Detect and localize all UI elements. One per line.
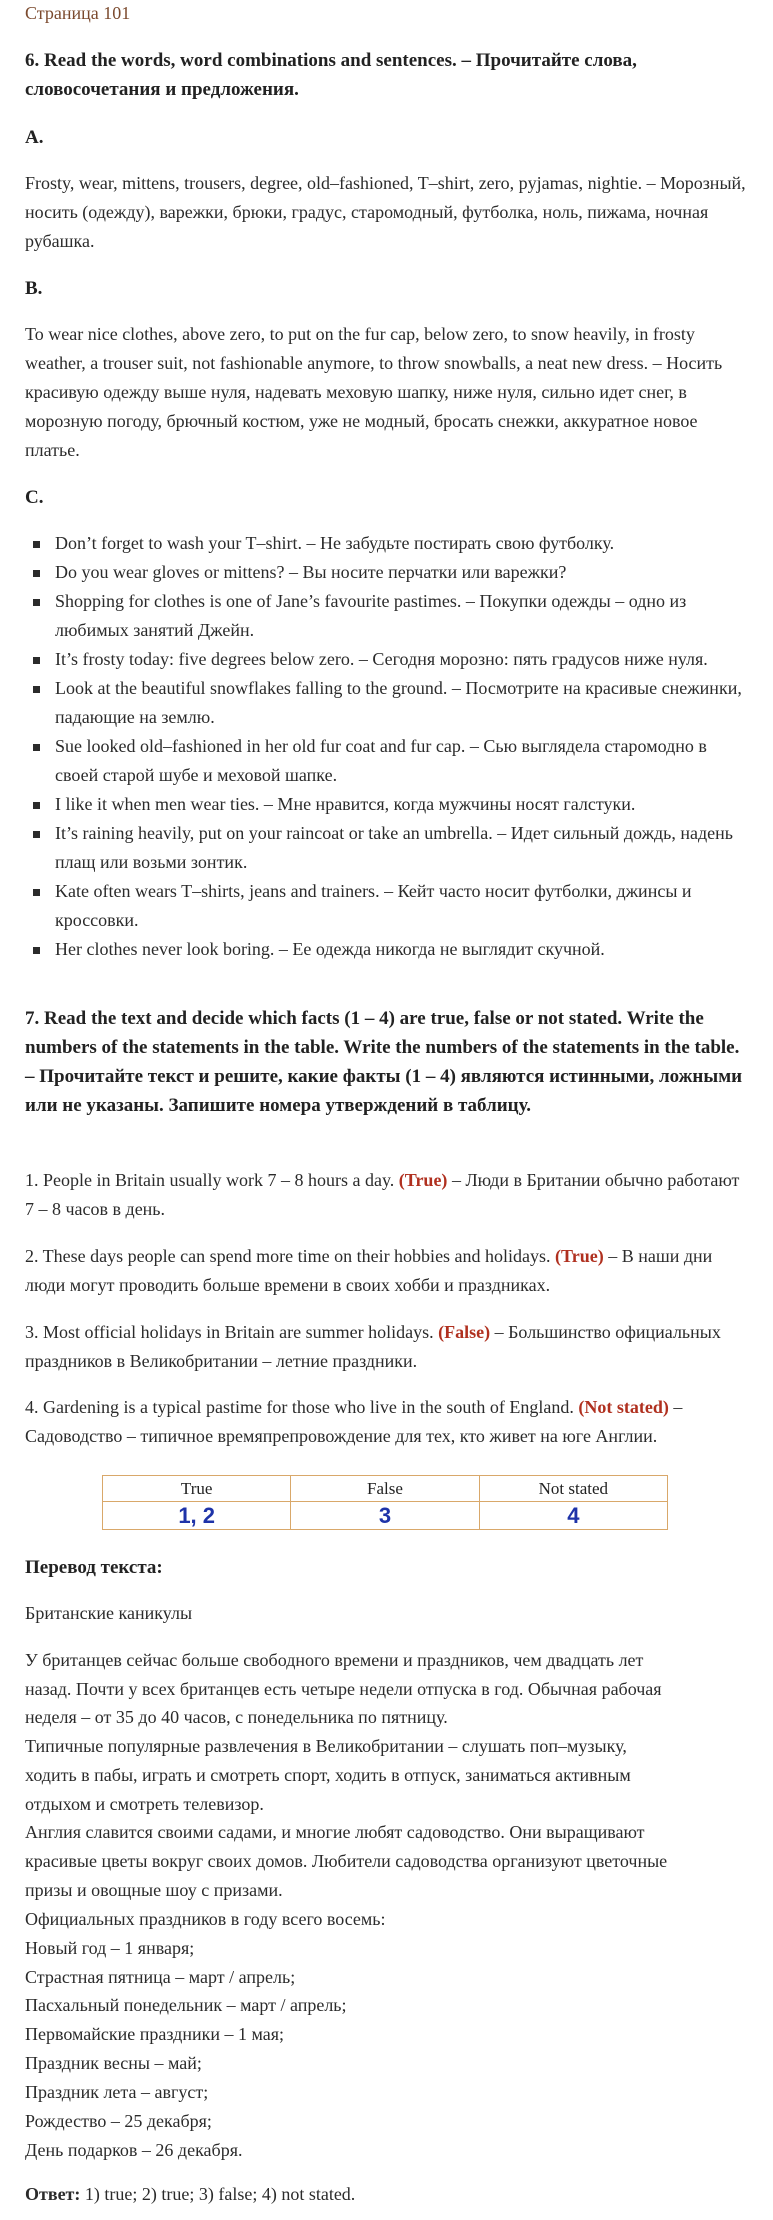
answer-table-header: Not stated <box>479 1476 667 1502</box>
translation-line: Официальных праздников в году всего восемь: <box>25 1909 386 1929</box>
task6-a-text: Frosty, wear, mittens, trousers, degree, old–fashioned, T–shirt, zero, pyjamas, nightie. – Морозный, носить (одежду), варежки, брюки, градус, старомодный, футболка, ноль, пижама, ночная рубашка. <box>25 173 746 251</box>
list-item: Do you wear gloves or mittens? – Вы носите перчатки или варежки? <box>25 558 747 587</box>
list-item: Sue looked old–fashioned in her old fur coat and fur cap. – Сью выглядела старомодно в своей старой шубе и меховой шапке. <box>25 732 747 790</box>
page-number: Страница 101 <box>25 3 131 23</box>
task6-b-label: B. <box>25 278 43 299</box>
translation-line: назад. Почти у всех британцев есть четыре недели отпуска в год. Обычная рабочая <box>25 1679 662 1699</box>
translation-line: Страстная пятница – март / апрель; <box>25 1967 296 1987</box>
task6-c-list <box>25 529 747 964</box>
translation-line: Англия славится своими садами, и многие любят садоводство. Они выращивают <box>25 1822 645 1842</box>
answer-line <box>25 2180 355 2209</box>
answer-text: 1) true; 2) true; 3) false; 4) not stated. <box>80 2184 356 2204</box>
statement-ru: – Большинство официальных праздников в Великобритании – летние праздники. <box>25 1322 721 1371</box>
translation-line: ходить в пабы, играть и смотреть спорт, ходить в отпуск, заниматься активным <box>25 1765 631 1785</box>
task6-heading: 6. Read the words, word combinations and sentences. – Прочитайте слова, словосочетания и предложения. <box>25 50 637 100</box>
list-item: Her clothes never look boring. – Ее одежда никогда не выглядит скучной. <box>25 935 747 964</box>
statement-ru: – В наши дни люди могут проводить больше времени в своих хобби и праздниках. <box>25 1246 713 1295</box>
list-item: Look at the beautiful snowflakes falling to the ground. – Посмотрите на красивые снежинки, падающие на землю. <box>25 674 747 732</box>
answer-table-cell: 3 <box>291 1502 479 1530</box>
answer-table-header: False <box>291 1476 479 1502</box>
translation-line: Пасхальный понедельник – март / апрель; <box>25 1995 347 2015</box>
translation-line: Рождество – 25 декабря; <box>25 2111 212 2131</box>
statement-3 <box>25 1318 747 1376</box>
answer-table-header-row <box>103 1476 668 1502</box>
task6-a-label: A. <box>25 127 44 148</box>
statement-verdict: (True) <box>398 1170 448 1190</box>
translation-line: День подарков – 26 декабря. <box>25 2140 243 2160</box>
translation-line: Типичные популярные развлечения в Великобритании – слушать поп–музыку, <box>25 1736 627 1756</box>
translation-line: Новый год – 1 января; <box>25 1938 195 1958</box>
statement-2 <box>25 1242 747 1300</box>
translation-line: отдыхом и смотреть телевизор. <box>25 1794 264 1814</box>
translation-label: Перевод текста: <box>25 1557 163 1578</box>
statement-en: 2. These days people can spend more time on their hobbies and holidays. <box>25 1246 551 1266</box>
statement-4 <box>25 1393 747 1451</box>
answer-table-cell: 1, 2 <box>103 1502 291 1530</box>
list-item: Shopping for clothes is one of Jane’s favourite pastimes. – Покупки одежды – одно из любимых занятий Джейн. <box>25 587 747 645</box>
list-item: I like it when men wear ties. – Мне нравится, когда мужчины носят галстуки. <box>25 790 747 819</box>
translation-line: У британцев сейчас больше свободного времени и праздников, чем двадцать лет <box>25 1650 644 1670</box>
statement-1 <box>25 1166 747 1224</box>
task6-c-label: C. <box>25 487 44 508</box>
translation-line: Первомайские праздники – 1 мая; <box>25 2024 285 2044</box>
answer-label: Ответ: <box>25 2184 81 2204</box>
statement-en: 4. Gardening is a typical pastime for those who live in the south of England. <box>25 1397 574 1417</box>
statement-ru: – Садоводство – типичное времяпрепровождение для тех, кто живет на юге Англии. <box>25 1397 683 1446</box>
translation-title: Британские каникулы <box>25 1603 193 1623</box>
translation-line: Праздник лета – август; <box>25 2082 209 2102</box>
answer-table-cell: 4 <box>479 1502 667 1530</box>
list-item: Kate often wears T–shirts, jeans and trainers. – Кейт часто носит футболки, джинсы и кроссовки. <box>25 877 747 935</box>
translation-line: неделя – от 35 до 40 часов, с понедельника по пятницу. <box>25 1707 448 1727</box>
translation-line: красивые цветы вокруг своих домов. Любители садоводства организуют цветочные <box>25 1851 668 1871</box>
statement-en: 3. Most official holidays in Britain are summer holidays. <box>25 1322 434 1342</box>
answer-table-header: True <box>103 1476 291 1502</box>
list-item: It’s frosty today: five degrees below zero. – Сегодня морозно: пять градусов ниже нуля. <box>25 645 747 674</box>
translation-line: призы и овощные шоу с призами. <box>25 1880 283 1900</box>
list-item: It’s raining heavily, put on your raincoat or take an umbrella. – Идет сильный дождь, надень плащ или возьми зонтик. <box>25 819 747 877</box>
answer-table <box>102 1475 668 1530</box>
translation-line: Праздник весны – май; <box>25 2053 202 2073</box>
statement-verdict: (Not stated) <box>578 1397 669 1417</box>
statement-ru: – Люди в Британии обычно работают 7 – 8 часов в день. <box>25 1170 740 1219</box>
statement-verdict: (True) <box>555 1246 604 1266</box>
task6-b-text: To wear nice clothes, above zero, to put on the fur cap, below zero, to snow heavily, in frosty weather, a trouser suit, not fashionable anymore, to throw snowballs, a neat new dress. – Носить красивую одежду выше нуля, надевать меховую шапку, ниже нуля, сильно идет снег, в морозную погоду, брючный костюм, уже не модный, бросать снежки, аккуратное новое платье. <box>25 324 723 460</box>
statement-en: 1. People in Britain usually work 7 – 8 hours a day. <box>25 1170 395 1190</box>
statement-verdict: (False) <box>438 1322 491 1342</box>
answer-table-values-row <box>103 1502 668 1530</box>
list-item: Don’t forget to wash your T–shirt. – Не забудьте постирать свою футболку. <box>25 529 747 558</box>
task7-heading: 7. Read the text and decide which facts (1 – 4) are true, false or not stated. Write the numbers of the statements in the table. Write the numbers of the statements in the table. – Прочитайте текст и решите, какие факты (1 – 4) являются истинными, ложными или не указаны. Запишите номера утверждений в таблицу. <box>25 1008 743 1116</box>
